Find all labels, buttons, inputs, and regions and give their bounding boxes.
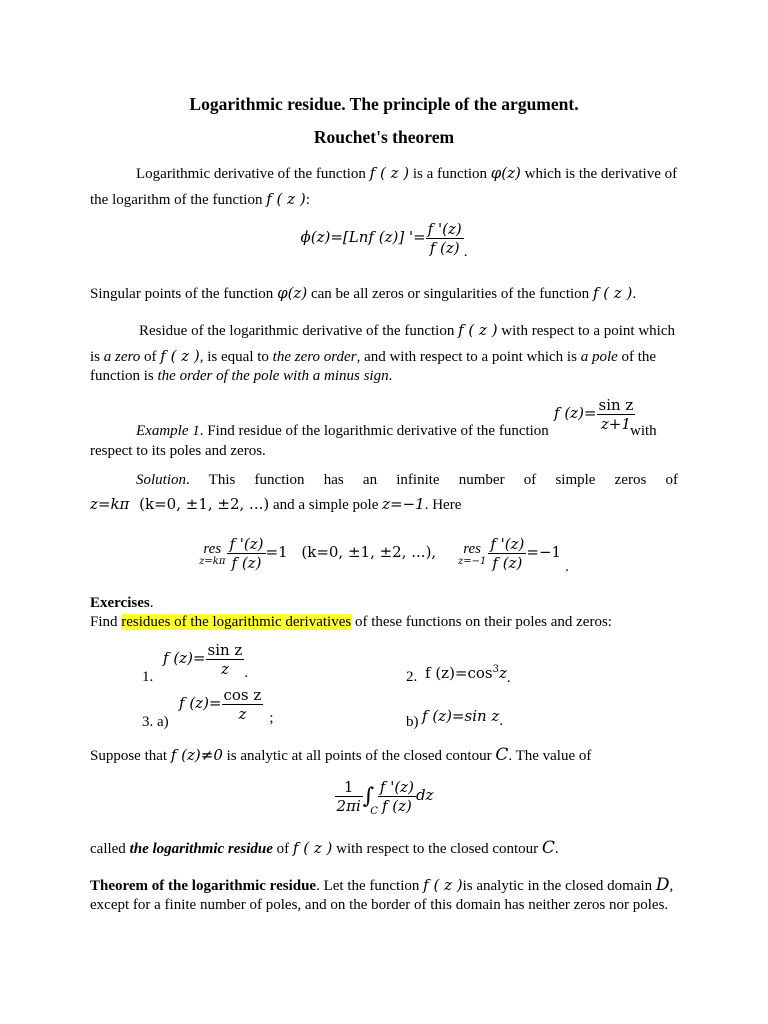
exercise-3a-formula — [179, 686, 273, 728]
highlighted-text: residues of the logarithmic derivatives — [121, 614, 352, 630]
exponent: 3 — [492, 664, 499, 675]
example-line-2: respect to its poles and zeros. — [90, 443, 266, 459]
page-subtitle: Rouchet's theorem — [313, 127, 455, 147]
residue-results — [0, 535, 768, 576]
text: of — [140, 349, 161, 365]
text: of these functions on their poles and zeros: — [351, 614, 612, 630]
math-formula: f (z)=sin z — [422, 707, 500, 725]
singular-line — [90, 283, 678, 304]
math-zeros: z=kπ — [90, 495, 130, 513]
text: is analytic at all points of the closed contour — [222, 748, 496, 764]
fraction-numerator: f '(z) — [229, 535, 264, 553]
formula-log-derivative — [0, 220, 768, 261]
math-lhs: f (z)= — [554, 403, 597, 422]
text: can be all zeros or singularities of the function — [307, 286, 593, 302]
intro-line-1 — [90, 163, 678, 184]
fraction-numerator: f '(z) — [490, 535, 525, 553]
solution-line-1 — [90, 470, 678, 490]
math-lhs: f (z)= — [163, 648, 206, 667]
fraction-denominator: f (z) — [231, 554, 262, 572]
logres-line-2 — [90, 838, 678, 859]
text: Singular points of the function — [90, 286, 278, 302]
fraction-denominator: f (z) — [492, 554, 523, 572]
math-lhs: f (z)=cos — [425, 664, 493, 682]
theorem-line-2: except for a finite number of poles, and on the border of this domain has neither zeros nor poles. — [90, 897, 669, 913]
exercise-2-formula — [425, 660, 511, 688]
text: . — [554, 841, 559, 857]
logres-formula — [0, 778, 768, 817]
text: ; — [269, 709, 274, 726]
math-phi: φ(z) — [490, 164, 521, 182]
math-phi: φ(z) — [277, 284, 308, 302]
text-italic: a pole — [580, 349, 618, 365]
formula-lhs: ϕ(z)=[Lnf (z)] '= — [300, 227, 426, 246]
text: Suppose that — [90, 748, 171, 764]
exercise-number: 3. a) — [142, 714, 169, 730]
text: Residue of the logarithmic derivative of the function — [139, 323, 459, 339]
math-f: f ( z ) — [160, 347, 200, 365]
text: . — [244, 664, 249, 681]
res-value: =−1 — [526, 542, 562, 561]
fraction-numerator: sin z — [207, 641, 243, 659]
text: called — [90, 841, 130, 857]
formula-numerator: f '(z) — [427, 220, 462, 238]
text: . Find residue of the logarithmic derivative of the function — [199, 423, 549, 439]
intro-text: : — [305, 192, 310, 208]
fraction-numerator: sin z — [598, 396, 634, 414]
text: . — [632, 286, 637, 302]
text: , is equal to — [199, 349, 273, 365]
text: . — [565, 558, 569, 575]
exercises-instruction — [90, 612, 678, 632]
math-k: (k=0, ±1, ±2, ...) — [139, 495, 270, 513]
res-label: res — [203, 540, 222, 557]
text: with respect to a point which — [497, 323, 676, 339]
text: , and with respect to a point which is — [356, 349, 581, 365]
math-f: f ( z ) — [423, 876, 463, 894]
page-title: Logarithmic residue. The principle of the argument. — [189, 94, 579, 114]
math-lhs: f (z)= — [179, 693, 222, 712]
fraction-numerator: 1 — [335, 778, 363, 797]
intro-text: the logarithm of the function — [90, 192, 267, 208]
exercise-3b-formula — [422, 706, 503, 731]
residue-line-3 — [90, 366, 678, 386]
math-f: f ( z ) — [458, 321, 498, 339]
res-subscript: z=kπ — [199, 555, 226, 567]
text: is — [90, 349, 104, 365]
theorem-line-1 — [90, 875, 678, 896]
text: with — [630, 423, 657, 439]
text: . This function has an infinite number of simple zeros of — [186, 472, 678, 488]
exercise-number: 1. — [142, 669, 154, 685]
exercise-1-formula — [163, 641, 248, 683]
text: function is — [90, 368, 158, 384]
intro-text: which is the derivative of — [520, 166, 678, 182]
text: . — [388, 368, 393, 384]
text: of — [272, 841, 293, 857]
fraction-denominator: f (z) — [381, 797, 412, 815]
text: , — [669, 878, 674, 894]
math-k: (k=0, ±1, ±2, ...), — [301, 542, 437, 561]
text: with respect to the closed contour — [332, 841, 542, 857]
math-dz: dz — [415, 785, 434, 804]
formula-denominator: f (z) — [429, 239, 460, 257]
text: . — [499, 713, 504, 729]
math-pole: z=−1 — [382, 495, 425, 513]
math-contour: C — [541, 838, 555, 858]
fraction-denominator: z — [238, 705, 247, 723]
text: Find — [90, 614, 122, 630]
text: and a simple pole — [269, 497, 383, 513]
fraction-denominator: z+1 — [600, 415, 631, 433]
exercise-number: 2. — [406, 669, 418, 685]
res-subscript: z=−1 — [457, 555, 487, 567]
intro-text: Logarithmic derivative of the function — [136, 166, 370, 182]
solution-line-2 — [90, 494, 678, 515]
text: of the — [617, 349, 657, 365]
exercises-heading — [90, 593, 678, 613]
math-f: f ( z ) — [369, 164, 410, 182]
text: . Here — [424, 497, 462, 513]
fraction-numerator: cos z — [223, 686, 262, 704]
math-contour: C — [495, 745, 509, 765]
text: . Let the function — [316, 878, 424, 894]
math-f: f ( z ) — [592, 284, 633, 302]
example-label: Example 1 — [136, 423, 200, 439]
res-label: res — [463, 540, 482, 557]
text: . The value of — [508, 748, 592, 764]
intro-text: is a function — [409, 166, 491, 182]
fraction-numerator: f '(z) — [379, 778, 414, 796]
theorem-title: Theorem of the logarithmic residue — [90, 878, 317, 894]
logres-line-1 — [90, 745, 678, 766]
example-line-1 — [90, 421, 724, 441]
text-italic: the order of the pole with a minus sign — [157, 368, 389, 384]
math-f: f (z)≠0 — [170, 746, 223, 764]
math-f: f ( z ) — [266, 190, 306, 208]
math-f: f ( z ) — [292, 839, 333, 857]
fraction-denominator: z — [220, 660, 229, 678]
math-var: z — [499, 664, 507, 682]
solution-label: Solution — [136, 472, 187, 488]
integral-subscript: C — [370, 805, 378, 817]
integral-sign: ∫ — [362, 784, 375, 809]
text: . — [149, 595, 154, 611]
text: is analytic in the closed domain — [462, 878, 656, 894]
fraction-denominator: 2πi — [336, 797, 361, 815]
text-italic: the zero order — [272, 349, 357, 365]
res-value: =1 — [265, 542, 288, 561]
text: . — [506, 670, 511, 686]
residue-line-1 — [90, 320, 678, 341]
intro-line-2 — [90, 189, 678, 210]
term-bold-italic: the logarithmic residue — [129, 841, 273, 857]
math-domain: D — [655, 875, 670, 895]
exercises-title: Exercises — [90, 595, 150, 611]
exercise-number: b) — [406, 714, 419, 730]
residue-line-2 — [90, 346, 678, 367]
formula-end: . — [463, 243, 468, 260]
text-italic: a zero — [103, 349, 141, 365]
